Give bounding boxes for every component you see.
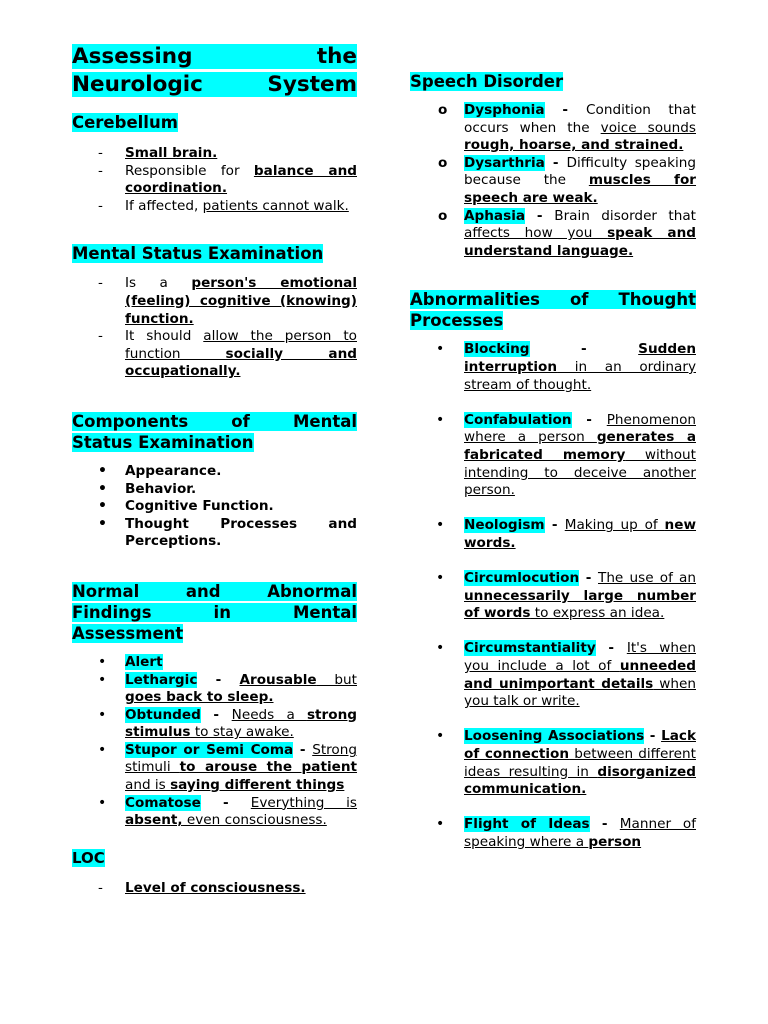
list-item: • Thought Processes and Perceptions.: [98, 515, 357, 550]
right-column: [410, 0, 696, 852]
components-heading-line2: Status Examination: [72, 432, 254, 452]
list-item: • Neologism - Making up of new words.: [436, 517, 697, 551]
speech-list: [410, 102, 696, 260]
list-item: • Cognitive Function.: [98, 498, 274, 515]
list-item: - Level of consciousness.: [98, 879, 306, 896]
mse-list: [72, 275, 357, 381]
list-item: - Small brain.: [98, 145, 218, 161]
loc-list: [72, 880, 357, 898]
list-item: • Confabulation - Phenomenon where a person generates a fabricated memory without intending to deceive another person.: [436, 411, 696, 499]
list-item: - If affected, patients cannot walk.: [98, 197, 349, 214]
cerebellum-list: [72, 145, 357, 215]
list-item: • Loosening Associations - Lack of connection between different ideas resulting in disorganized communication.: [436, 728, 696, 798]
list-item: • Stupor or Semi Coma - Strong stimuli to arouse the patient and is saying different things: [98, 741, 358, 794]
thought-list: [410, 341, 696, 851]
components-heading: Components of Mental: [72, 411, 357, 431]
list-item: • Blocking - Sudden interruption in an ordinary stream of thought.: [436, 341, 696, 393]
components-list: [72, 463, 357, 551]
list-item: - Responsible for balance and coordination.: [98, 162, 357, 197]
thought-heading: Abnormalities of Thought: [410, 290, 696, 310]
speech-heading: Speech Disorder: [410, 72, 564, 91]
list-item: • Alert: [98, 653, 163, 670]
list-item: o Dysphonia - Condition that occurs when the voice sounds rough, hoarse, and strained.: [438, 102, 697, 154]
findings-heading: Normal and Abnormal: [72, 581, 357, 601]
list-item: o Dysarthria - Difficulty speaking because the muscles for speech are weak.: [438, 154, 697, 206]
mse-heading: Mental Status Examination: [72, 244, 324, 264]
list-item: • Obtunded - Needs a strong stimulus to stay awake.: [98, 706, 357, 741]
list-item: - It should allow the person to function socially and occupationally.: [98, 328, 357, 380]
thought-heading-line2: Processes: [410, 311, 504, 331]
list-item: • Appearance.: [98, 462, 222, 479]
list-item: • Behavior.: [98, 480, 197, 497]
cerebellum-heading: Cerebellum: [72, 113, 178, 132]
list-item: • Circumstantiality - It's when you include a lot of unneeded and unimportant details when you talk or write.: [436, 640, 696, 710]
list-item: • Flight of Ideas - Manner of speaking where a person: [436, 816, 697, 850]
findings-heading-line3: Assessment: [72, 623, 184, 643]
findings-heading-line2: Findings in Mental: [72, 602, 357, 622]
list-item: • Circumlocution - The use of an unnecessarily large number of words to express an idea.: [436, 570, 696, 622]
list-item: - Is a person's emotional (feeling) cognitive (knowing) function.: [98, 275, 357, 327]
list-item: • Comatose - Everything is absent, even consciousness.: [98, 794, 358, 829]
title-line2: Neurologic System: [72, 72, 357, 97]
list-item: o Aphasia - Brain disorder that affects how you speak and understand language.: [438, 207, 697, 259]
findings-list: [72, 654, 357, 830]
title-line1: Assessing the: [72, 44, 357, 69]
list-item: • Lethargic - Arousable but goes back to sleep.: [98, 671, 357, 706]
left-column: [72, 0, 357, 897]
loc-heading: LOC: [72, 848, 105, 867]
document-title: [72, 43, 357, 99]
